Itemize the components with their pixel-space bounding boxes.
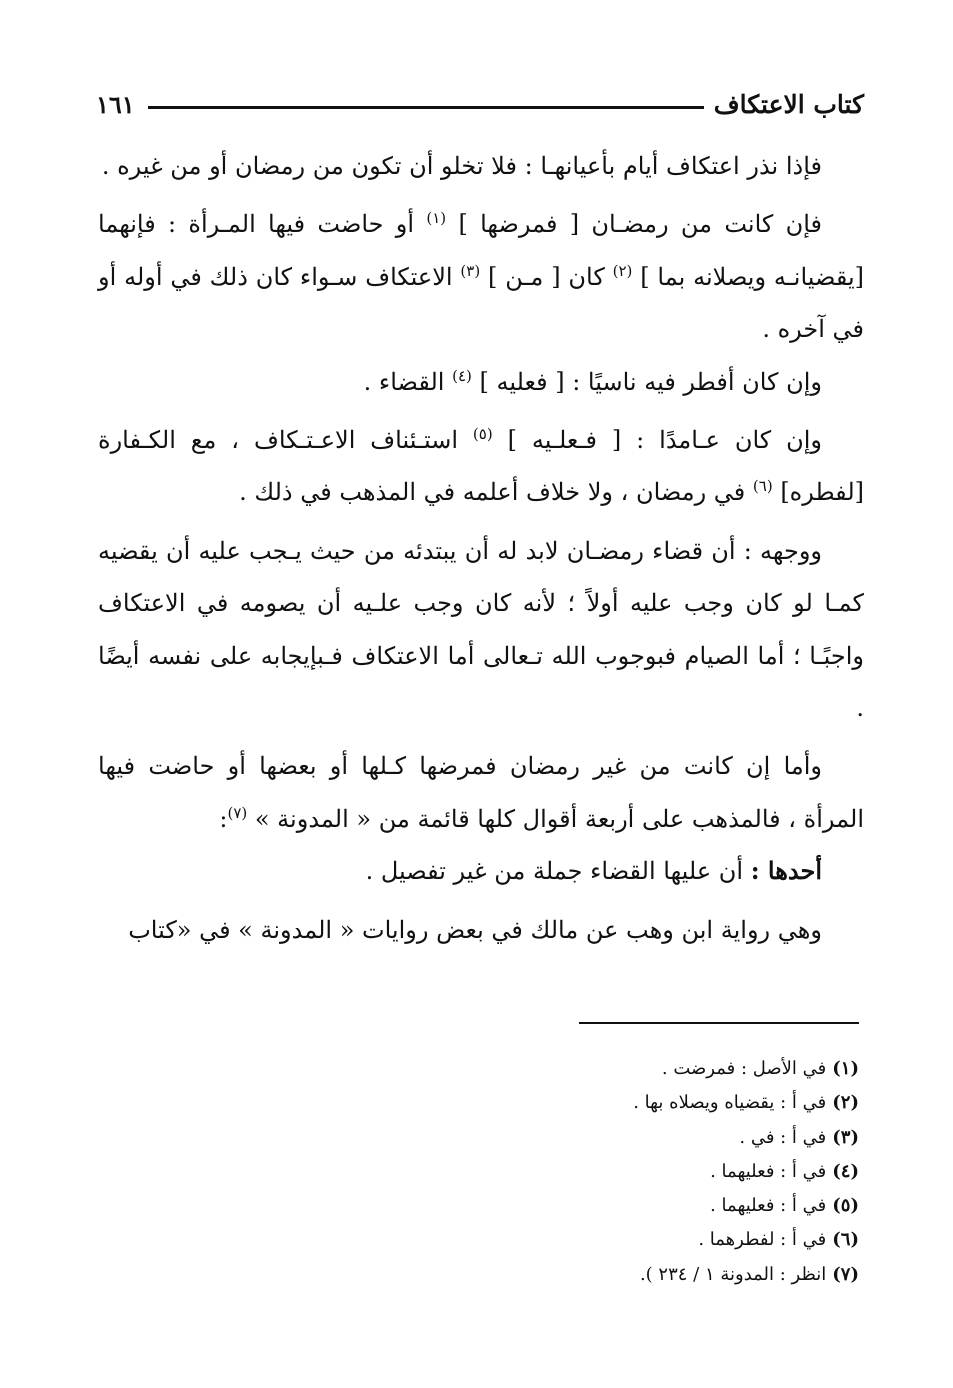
paragraph-non-ramadan xyxy=(98,740,864,845)
footnote-separator xyxy=(579,1022,859,1024)
footnote-number: (٤) xyxy=(832,1160,859,1182)
footnote-text: في أ : فعليهما . xyxy=(710,1195,827,1217)
footnote-ref-6: (٦) xyxy=(752,477,773,496)
footnote-item xyxy=(299,1155,859,1189)
opinion-lead: أحدها : xyxy=(750,856,822,886)
text-segment: أن عليها القضاء جملة من غير تفصيل . xyxy=(365,857,751,886)
text-segment: أو حاضت فيها المـرأة : فإنهما [يقضيانـه ويصلانه بما ] xyxy=(98,210,864,291)
running-head-title: كتاب الاعتكاف xyxy=(713,90,864,119)
footnote-text: في الأصل : فمرضت . xyxy=(661,1058,827,1079)
paragraph-reasoning: ووجهه : أن قضاء رمضـان لابد له أن يبتدئه من حيث يـجب عليه أن يقضيه كمـا لو كان وجب عليه أولاً ؛ لأنه كان وجب علـيه أن يصومه في الاعتكاف واجبًـا ؛ أما الصيام فبوجوب الله تـعالى أما الاعتكاف فـبإيجابه على نفسه أيضًا . xyxy=(98,536,864,723)
text-segment: فإن كانت من رمضـان [ فمرضها ] xyxy=(446,210,823,239)
text-segment: القضاء . xyxy=(363,367,453,396)
footnote-number: (٣) xyxy=(832,1126,859,1148)
text-segment: في رمضان ، ولا خلاف أعلمه في المذهب في ذلك . xyxy=(239,478,753,507)
footnote-text: في أ : في . xyxy=(739,1126,827,1148)
page-number: ١٦١ xyxy=(96,90,135,119)
paragraph-narration: وهي رواية ابن وهب عن مالك في بعض روايات « المدونة » في «كتاب xyxy=(128,915,822,944)
footnote-item xyxy=(299,1086,859,1120)
header-rule xyxy=(148,106,704,109)
footnote-item xyxy=(299,1121,859,1155)
footnote-ref-3: (٣) xyxy=(460,261,481,280)
paragraph-deliberate-breaking xyxy=(98,414,864,519)
footnote-ref-5: (٥) xyxy=(472,425,493,444)
text-segment: استـئناف الاعـتـكاف ، مع الكـفارة [لفطره] xyxy=(98,426,864,507)
footnote-item xyxy=(299,1189,859,1223)
footnote-item xyxy=(299,1258,859,1292)
footnote-text: في أ : لفطرهما . xyxy=(698,1229,827,1251)
footnote-ref-2: (٢) xyxy=(612,261,633,280)
paragraph-vow-days: فإذا نذر اعتكاف أيام بأعيانهـا : فلا تخلو أن تكون من رمضان أو من غيره . xyxy=(101,152,822,180)
paragraph-first-opinion xyxy=(98,845,864,897)
footnote-ref-7: (٧) xyxy=(227,803,248,822)
footnote-ref-4: (٤) xyxy=(452,366,472,385)
footnote-number: (٥) xyxy=(832,1195,859,1217)
running-head xyxy=(96,88,864,128)
footnote-number: (١) xyxy=(832,1058,859,1079)
footnote-item xyxy=(299,1223,859,1257)
footnote-text: في أ : يقضياه ويصلاه بها . xyxy=(633,1092,827,1114)
paragraph-ramadan-illness xyxy=(98,198,864,355)
footnote-text: انظر : المدونة ١ / ٢٣٤ ). xyxy=(639,1263,827,1285)
footnote-number: (٢) xyxy=(832,1092,859,1114)
footnote-number: (٦) xyxy=(832,1229,859,1251)
text-segment: وإن كان أفطر فيه ناسيًا : [ فعليه ] xyxy=(471,367,822,396)
text-segment: الاعتكاف سـواء كان ذلك في أوله أو في آخره . xyxy=(98,262,864,344)
text-segment: : xyxy=(219,804,228,833)
footnote-number: (٧) xyxy=(832,1263,859,1285)
footnote-text: في أ : فعليهما . xyxy=(710,1160,827,1182)
text-segment: وأما إن كانت من غير رمضان فمرضها كـلها أو بعضها أو حاضت فيها المرأة ، فالمذهب على أربعة أقوال كلها قائمة من « المدونة » xyxy=(98,752,864,833)
footnotes-list xyxy=(299,1052,859,1292)
main-text xyxy=(98,140,864,956)
text-segment: كان [ مـن ] xyxy=(480,262,613,291)
paragraph-forgetful-breaking xyxy=(98,356,864,408)
footnote-ref-1: (١) xyxy=(426,209,447,228)
footnote-item xyxy=(299,1052,859,1086)
text-segment: وإن كان عـامدًا : [ فـعلـيه ] xyxy=(492,426,822,455)
